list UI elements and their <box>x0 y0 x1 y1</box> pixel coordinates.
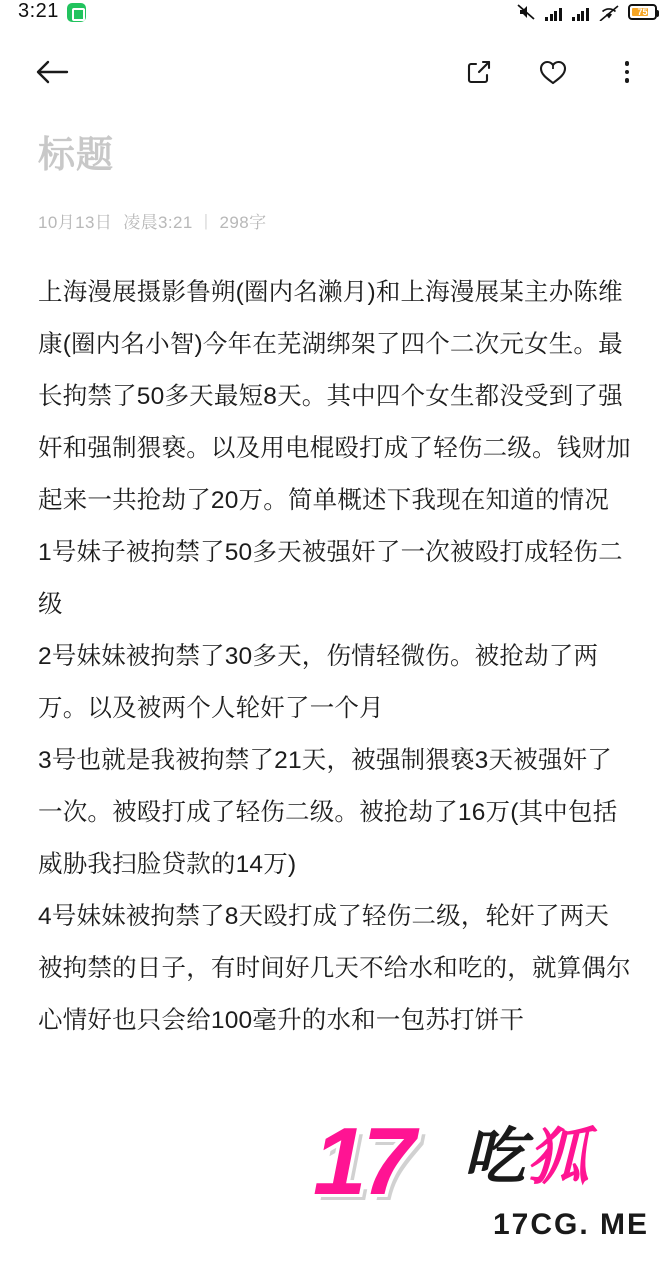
article-paragraph: 被拘禁的日子，有时间好几天不给水和吃的，就算偶尔心情好也只会给100毫升的水和一包苏打饼干 <box>38 955 631 1035</box>
mute-icon <box>516 3 536 21</box>
like-icon[interactable] <box>535 54 571 90</box>
page-title: 标题 <box>38 134 114 175</box>
signal-bars-icon-2 <box>572 3 590 21</box>
article <box>0 110 671 1047</box>
article-paragraph: 2号妹妹被拘禁了30多天，伤情轻微伤。被抢劫了两万。以及被两个人轮奸了一个月 <box>38 643 599 723</box>
article-body <box>38 267 633 1047</box>
app-bar-actions <box>461 54 645 90</box>
watermark-number: 17 <box>313 1108 412 1215</box>
watermark <box>313 1108 653 1244</box>
status-bar-left <box>18 0 86 29</box>
article-paragraph: 上海漫展摄影鲁朔(圈内名濑月)和上海漫展某主办陈维康(圈内名小智)今年在芜湖绑架了四个二次元女生。最长拘禁了50多天最短8天。其中四个女生都没受到了强奸和强制猥亵。以及用电棍殴打成了轻伤二级。钱财加起来一共抢劫了20万。简单概述下我现在知道的情况 <box>38 279 631 515</box>
article-paragraph: 4号妹妹被拘禁了8天殴打成了轻伤二级，轮奸了两天 <box>38 903 610 931</box>
meta-separator: | <box>203 210 209 230</box>
signal-bars-icon-1 <box>545 3 563 21</box>
article-time: 凌晨3:21 <box>123 213 193 233</box>
app-bar <box>0 34 671 110</box>
watermark-chinese-2: 狐 <box>527 1123 592 1192</box>
battery-level: 75 <box>637 7 648 17</box>
more-options-icon[interactable] <box>609 54 645 90</box>
wifi-icon <box>599 3 619 21</box>
back-button[interactable] <box>34 54 70 90</box>
article-date: 10月13日 <box>38 213 113 233</box>
watermark-url: 17CG. ME <box>492 1208 649 1241</box>
battery-icon <box>628 4 657 20</box>
watermark-chinese <box>463 1122 591 1194</box>
article-word-count: 298字 <box>219 213 267 233</box>
status-clock: 3:21 <box>18 0 59 22</box>
status-bar-right <box>516 3 657 21</box>
watermark-chinese-1: 吃 <box>463 1123 528 1192</box>
article-paragraph: 1号妹子被拘禁了50多天被强奸了一次被殴打成轻伤二级 <box>38 539 623 619</box>
share-icon[interactable] <box>461 54 497 90</box>
article-paragraph: 3号也就是我被拘禁了21天，被强制猥亵3天被强奸了一次。被殴打成了轻伤二级。被抢劫了16万(其中包括威胁我扫脸贷款的14万) <box>38 747 618 879</box>
status-bar <box>0 0 671 34</box>
article-meta <box>38 208 633 233</box>
message-badge-icon <box>67 3 86 22</box>
